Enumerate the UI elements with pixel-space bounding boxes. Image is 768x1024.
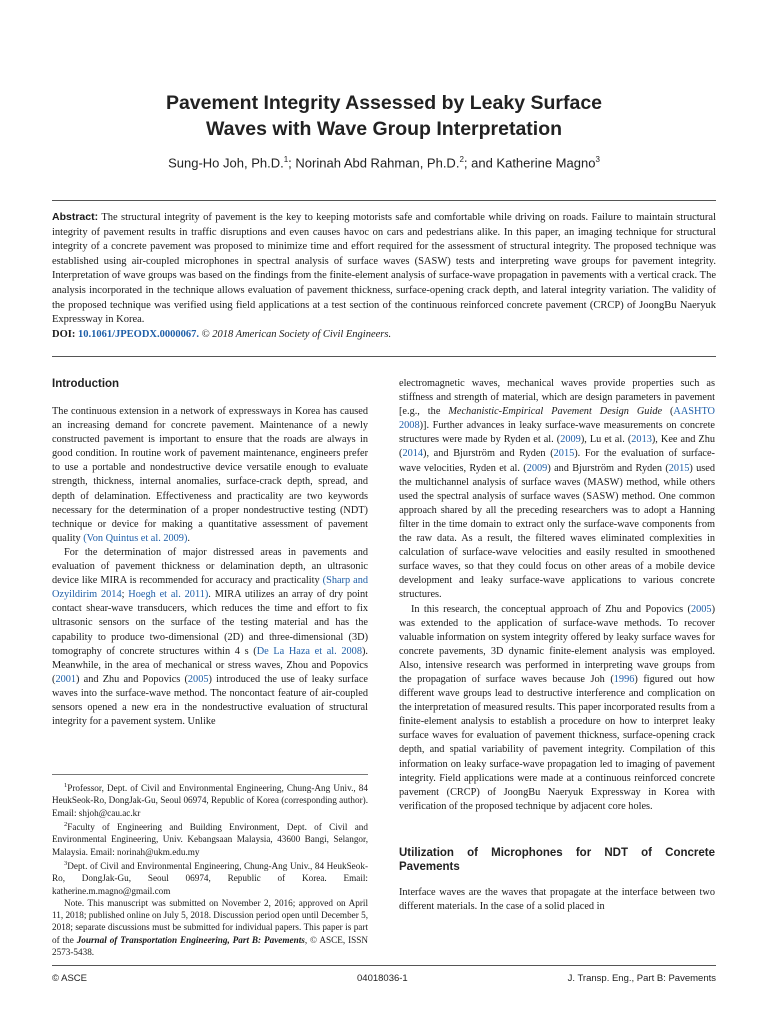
- footnote-3: $^3$Dept. of Civil and Environmental Engineering, Chung-Ang Univ., 84 HeukSeok-Ro, DongJak-Gu, Seoul 06974, Republic of Korea. Email: katherine.m.magno@gmail.com: [52, 859, 368, 896]
- section-heading-microphones: Utilization of Microphones for NDT of Concrete Pavements: [399, 846, 715, 873]
- abstract-top-rule: [52, 200, 716, 201]
- submission-note: Note. This manuscript was submitted on November 2, 2016; approved on April 11, 2018; published online on July 5, 2018. Discussion period open until December 5, 2018; separate discussions must be submitted for individual papers. This paper is part of the Journal of Transportation Engineering, Part B: Pavements, © ASCE, ISSN 2573-5438.: [52, 897, 369, 958]
- intro-paragraph-1: The continuous extension in a network of expressways in Korea has caused an increasing demand for concrete pavement. Maintenance of a newly constructed pavement is important to ensure that the roads are always in good condition. In routine work of pavement maintenance, engineers prefer to use a portable and nondestructive device versatile enough to evaluate strength, thickness, internal anomalies, surface-crack depth, spread, and depth of delamination. Effectiveness and practicality are two keywords necessary for the determination of a proper nondestructive testing (NDT) technique or device for making a quantitative assessment of pavement quality (Von Quintus et al. 2009).: [52, 406, 368, 544]
- citation-link[interactable]: 2015: [553, 448, 575, 460]
- citation-link[interactable]: AASHTO 2008: [399, 406, 715, 432]
- citation-link[interactable]: 2005: [187, 673, 209, 685]
- author-2-affiliation-mark: 2: [459, 155, 464, 164]
- footer-publisher: © ASCE: [52, 973, 87, 984]
- journal-name: Journal of Transportation Engineering, Part B: Pavements: [76, 934, 305, 945]
- doi-link[interactable]: 10.1061/JPEODX.0000067.: [77, 328, 200, 340]
- abstract-label: Abstract:: [52, 211, 99, 223]
- footer-journal: J. Transp. Eng., Part B: Pavements: [567, 973, 716, 984]
- citation-link[interactable]: 2009: [560, 434, 581, 446]
- right-paragraph-1: electromagnetic waves, mechanical waves provide properties such as stiffness and strength of material, which are design parameters in pavement [e.g., the Mechanistic-Empirical Pavement Design Guide (AASHTO 2008)]. Further advances in leaky surface-wave measurements on concrete structures were made by Ryden et al. (2009), Lu et al. (2013), Kee and Zhu (2014), and Bjurström and Ryden (2015). For the evaluation of surface-wave velocities, Ryden et al. (2009) and Bjurström and Ryden (2015) used the multichannel analysis of surface waves (MASW) method, while others used the spectral analysis of surface waves (SASW) method. One common approach shared by all the preceding researchers was to adopt a Hanning filter in the time domain to extract only the surface-wave components from the raw data. As a result, the filtered waves eliminated complexities in calculation of surface-wave velocities and easily resulted in smoothened surface waves, so that they could focus on other areas of a mobile device development and leaky surface-wave applications to various concrete structures.: [399, 378, 715, 601]
- author-1-affiliation-mark: 1: [283, 155, 289, 164]
- citation-link[interactable]: Hoegh et al. 2011): [128, 589, 209, 601]
- paper-title: [60, 90, 708, 142]
- citation-link[interactable]: De La Haza et al. 2008: [256, 645, 362, 657]
- guide-title: Mechanistic-Empirical Pavement Design Guide: [448, 406, 663, 418]
- citation-link[interactable]: 2005: [690, 603, 712, 615]
- copyright-notice: © 2018 American Society of Civil Engineers.: [201, 328, 392, 340]
- citation-link[interactable]: 2001: [55, 673, 77, 685]
- right-paragraph-3: Interface waves are the waves that propagate at the interface between two different materials. In the case of a solid placed in: [399, 886, 715, 912]
- author-list: [60, 155, 708, 170]
- citation-link[interactable]: (Von Quintus et al. 2009): [83, 532, 188, 544]
- footer-rule: [52, 965, 716, 966]
- abstract-text: The structural integrity of pavement is the key to keeping motorists safe and comfortable while driving on roads. Failure to maintain structural integrity of pavement results in traffic disruptions and even causes havoc on cars and pedestrians alike. In this paper, an imaging technique for structural integrity of a concrete pavement was proposed to minimize time and effort required for the assessment of structural integrity. The proposed technique was established using air-coupled microphones in spectral analysis of surface waves (SASW) tests and interpreting wave groups for pavement integrity. Interpretation of wave groups was based on the findings from the finite-element analysis of surface-wave propagation in pavements with a vertical crack. The analysis incorporated in the technique allows evaluation of pavement thickness, surface-opening crack depth, and lateral integrity variation. The validity of the proposed technique was verified using field applications at a test section of the continuous reinforced concrete pavement (CRCP) of JoongBu Naeryuk Expressway in Korea.: [52, 212, 717, 326]
- citation-link[interactable]: (Sharp and Ozyildirim 2014: [52, 575, 368, 601]
- author-2: ; Norinah Abd Rahman, Ph.D.: [288, 155, 460, 171]
- footnote-rule: [52, 774, 368, 775]
- footnotes: [52, 780, 368, 958]
- paper-title-line-2: Waves with Wave Group Interpretation: [205, 118, 563, 140]
- citation-link[interactable]: 1996: [613, 673, 635, 685]
- intro-paragraph-2: For the determination of major distressed areas in pavements and evaluation of pavement thickness or delamination depth, an ultrasonic device like MIRA is recommended for accuracy and practicality (Sharp and Ozyildirim 2014; Hoegh et al. 2011). MIRA utilizes an array of dry point contact shear-wave transducers, which reduces the time and effort to fix ultrasonic sensors on the surface of the testing material and has the capability to produce two-dimensional (2D) and three-dimensional (3D) tomography of concrete structures within 4 s (De La Haza et al. 2008). Meanwhile, in the area of mechanical or stress waves, Zhou and Popovics (2001) and Zhu and Popovics (2005) introduced the use of leaky surface waves into the surface-wave method. The noncontact feature of air-coupled sensors opened a new era in the nondestructive evaluation of structural integrity for a pavement system. Unlike: [52, 546, 368, 728]
- citation-link[interactable]: 2009: [526, 462, 548, 474]
- citation-link[interactable]: 2013: [631, 434, 652, 446]
- footnote-2: $^2$Faculty of Engineering and Building Environment, Dept. of Civil and Environmental Engineering, Univ. Kebangsaan Malaysia, 43600 Bangi, Selangor, Malaysia. Email: norinah@ukm.edu.my: [52, 820, 368, 857]
- right-column: [399, 377, 715, 914]
- section-heading-introduction: Introduction: [52, 378, 120, 390]
- doi-label: DOI:: [52, 328, 76, 340]
- footer-article-number: 04018036-1: [357, 973, 408, 984]
- footnote-1: $^1$Professor, Dept. of Civil and Environmental Engineering, Chung-Ang Univ., 84 HeukSeok-Ro, DongJak-Gu, Seoul 06974, Republic of Korea (corresponding author). Email: shjoh@cau.ac.kr: [52, 782, 368, 818]
- right-paragraph-2: In this research, the conceptual approach of Zhu and Popovics (2005) was extended to the application of surface-wave methods. To recover valuable information on system integrity offered by leaky surface waves for concrete pavements, 3D dynamic finite-element analysis was employed. Also, intensive research was performed in interpreting wave groups from the propagation of surface waves because Joh (1996) figured out how different wave groups lead to destructive interference and complication on the interpretation of measured results. This paper incorporated results from a finite-element analysis to establish a procedure on how to interpret leaky surface waves for evaluation of pavement thickness, surface-opening crack depth, and spatial variability of pavement integrity. Compilation of this information on leaky surface-wave propagation led to imaging of pavement integrity. Field applications were made at a continuous reinforced concrete pavement (CRCP) of JoongBu Naeryuk Expressway in Korea with verification of the proposed technique by adjacent core holes.: [399, 603, 715, 812]
- abstract-block: [52, 210, 716, 342]
- author-1: Sung-Ho Joh, Ph.D.: [168, 155, 284, 171]
- author-3: ; and Katherine Magno: [463, 155, 596, 171]
- paper-title-line-1: Pavement Integrity Assessed by Leaky Surface: [165, 92, 603, 114]
- abstract-bottom-rule: [52, 356, 716, 357]
- citation-link[interactable]: 2014: [402, 448, 424, 460]
- left-column: [52, 377, 368, 729]
- citation-link[interactable]: 2015: [668, 462, 690, 474]
- author-3-affiliation-mark: 3: [595, 155, 600, 164]
